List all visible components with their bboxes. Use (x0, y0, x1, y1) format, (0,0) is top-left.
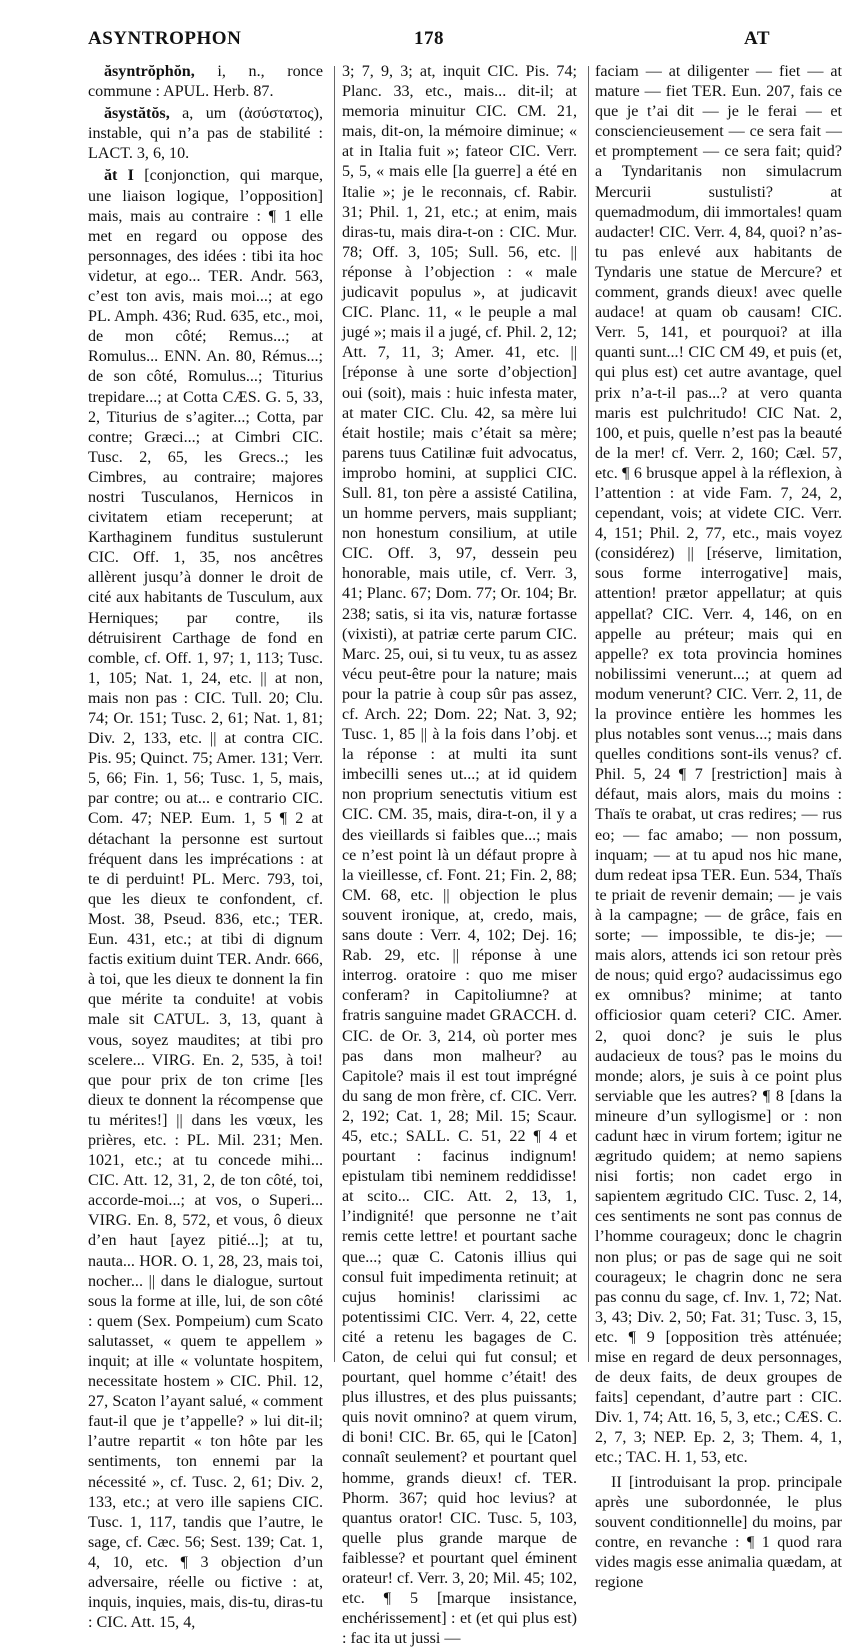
column-1 (88, 62, 324, 1632)
text-columns (88, 62, 842, 1648)
entry-text: a, um (ἀσύστατος), instable, qui n’a pas de stabilité : LACT. 3, 6, 10. (88, 105, 323, 163)
header-left-guideword: ASYNTROPHON (88, 28, 242, 49)
entry-at (88, 166, 323, 1633)
headword: ăsyntrŏphŏn, (104, 63, 195, 80)
headword: ăt I (104, 167, 134, 185)
page-number: 178 (414, 28, 444, 49)
running-header (88, 28, 770, 54)
entry-continuation: faciam — at diligenter — fiet — at mature — fiet TER. Eun. 207, fais ce que je t’ai dit — je le ferai — et consciencieusement — ce sera fait — et promptement — ce sera fait; quid? a Tyndaritanis non simulacrum Mercurii sustulisti? at quemadmodum, dii immortales! quam audacter! CIC. Verr. 4, 84, quoi? n’as-tu pas enlevé aux habitants de Tyndaris une statue de Mercure? et comment, grands dieux! avec quelle audace! at quam ob causam! CIC. Verr. 5, 141, et pourquoi? at illa quanti sunt...! CIC CM 49, et puis (et, qui plus est) cet autre avantage, quel prix n’a-t-il pas...? at vero quanta maris est pulchritudo! CIC Nat. 2, 100, et puis, quelle n’est pas la beauté de la mer! cf. Verr. 2, 160; Cæl. 57, etc. ¶ 6 brusque appel à la réflexion, à l’attention : at vide Fam. 7, 24, 2, cependant, vois; at videte CIC. Verr. 4, 151; Phil. 2, 77, etc., mais voyez (considérez) || [réserve, limitation, sous forme interrogative] mais, attention! prætor appellatur; at quis appellat? CIC. Verr. 4, 146, on en appelle au préteur; mais qui en appelle? ex tota provincia homines nobilissimi venerunt...; at quem ad modum venerunt? CIC. Verr. 2, 11, de la province entière les hommes les plus notables sont venus...; mais dans quelles conditions sont-ils venus? cf. Phil. 5, 24 ¶ 7 [restriction] mais à défaut, mais alors, mais du moins : Thaïs te orabat, ut cras redires; — rus eo; — fac amabo; — non possum, inquam; — at tu apud nos hic mane, dum redeat ipsa TER. Eun. 534, Thaïs te priait de revenir demain; — je vais à la campagne; — de grâce, fais en sorte; — impossible, te dis-je; — mais alors, attends ici son retour près de nous; quid ergo? audacissimus ego ex omnibus? minime; at tanto officiosior quam ceteri? CIC. Amer. 2, quoi donc? je suis le plus audacieux de tous? pas le moins du monde; alors, je suis à ce point plus serviable que les autres? ¶ 8 [dans la mineure d’un syllogisme] or : non cadunt hæc in virum fortem; igitur ne ægritudo quidem; at nemo sapiens nisi fortis; non cadet ergo in sapientem ægritudo CIC. Tusc. 2, 14, ces sentiments ne sont pas connus de l’homme courageux; donc le chagrin non plus; or pas de sage qui ne soit courageux; le chagrin donc ne sera pas connu du sage, cf. Inv. 1, 72; Nat. 3, 43; Div. 2, 50; Fat. 31; Tusc. 3, 15, etc. ¶ 9 [opposition très atténuée; mise en regard de deux personnages, de deux faits, de deux groupes de faits] cependant, d’autre part : CIC. Div. 1, 74; Att. 16, 5, 3, etc.; CÆS. C. 2, 7, 3; NEP. Ep. 2, 3; Them. 4, 1, etc.; TAC. H. 1, 53, etc. (595, 63, 842, 1467)
column-3 (595, 62, 842, 1592)
entry-asystatos (88, 104, 323, 164)
entry-continuation: 3; 7, 9, 3; at, inquit CIC. Pis. 74; Planc. 33, etc., mais... dit-il; at memoria minuitur CIC. CM. 21, mais, dit-on, la mémoire diminue; « at in Italia fuit »; fateor CIC. Verr. 5, 5, « mais elle [la guerre] a été en Italie »; je le reconnais, cf. Rabir. 31; Phil. 1, 21, etc.; at enim, mais diras-tu, mais dira-t-on : CIC. Mur. 78; Off. 3, 105; Sull. 56, etc. || réponse à l’objection : « male judicavit populus », at judicavit CIC. Planc. 11, « le peuple a mal jugé »; mais il a jugé, cf. Phil. 2, 12; Att. 7, 11, 3; Amer. 41, etc. || [réponse à une sorte d’objection] oui (soit), mais : huic infesta mater, at mater CIC. Clu. 42, sa mère lui était hostile; mais c’était sa mère; parens tuus Catilinæ fuit advocatus, improbo homini, at supplici CIC. Sull. 81, ton père a assisté Catilina, un homme pervers, mais suppliant; non honestum consilium, at utile CIC. Off. 3, 97, dessein peu honorable, mais utile, cf. Verr. 3, 41; Planc. 67; Dom. 77; Or. 104; Br. 238; satis, si ita vis, naturæ fortasse (vixisti), at patriæ certe parum CIC. Marc. 25, oui, si tu veux, tu as assez vécu peut-être pour la nature; mais pour la patrie à coup sûr pas assez, cf. Arch. 22; Dom. 22; Nat. 3, 92; Tusc. 1, 85 || à la fois dans l’obj. et la réponse : at multi ita sunt imbecilli senes ut...; at id quidem non proprium senectutis vitium est CIC. CM. 35, mais, dira-t-on, il y a des vieillards si faibles que...; mais ce n’est point là un défaut propre à la vieillesse, cf. Font. 21; Fin. 2, 88; CM. 68, etc. || objection le plus souvent ironique, at, credo, mais, sans doute : Verr. 4, 102; Dej. 16; Rab. 29, etc. || réponse à une interrog. oratoire : quo me miser conferam? in Capitoliumne? at fratris sanguine madet GRACCH. d. CIC. de Or. 3, 214, où porter mes pas dans mon malheur? au Capitole? mais il est tout imprégné du sang de mon frère, cf. CIC. Verr. 2, 192; Cat. 1, 28; Mil. 15; Scaur. 45, etc.; SALL. C. 51, 22 ¶ 4 et pourtant : facinus indignum! epistulam tibi neminem reddidisse! at scito... CIC. Att. 2, 13, 1, l’indignité! que personne ne t’ait remis cette lettre! et pourtant sache que...; quæ C. Catonis illius qui consul fuit impedimenta retinuit; at cujus hominis! clarissimi ac potentissimi CIC. Verr. 4, 22, cette cité a retenu les bagages de C. Caton, de celui qui fut consul; et pourtant, quel homme c’était! des plus illustres, et des plus puissants; quis novit omnino? at quem virum, di boni! CIC. Br. 65, qui le [Caton] connaît seulement? et pourtant quel homme, grands dieux! cf. TER. Phorm. 367; quid hoc levius? at quantus orator! CIC. Tusc. 5, 103, quelle plus grande marque de faiblesse? et pourtant quel éminent orateur! cf. Verr. 3, 20; Mil. 45; 102, etc. ¶ 5 [marque insistance, enchérissement] : et (et qui plus est) : fac ita ut jussi — (342, 63, 577, 1648)
entry-sense-II: II [introduisant la prop. principale après une subordonnée, le plus souvent conditionnelle] du moins, par contre, en revanche : ¶ 1 quod rara vides magis esse animalia quædam, at regione (595, 1473, 842, 1592)
entry-text: [conjonction, qui marque, une liaison logique, l’opposition] mais, mais au contraire : ¶ 1 elle met en regard ou oppose des personnages, des idées : tibi ita hoc videtur, at ego... TER. Andr. 563, c’est ton avis, mais moi...; at ego PL. Amph. 436; Rud. 635, etc., moi, de mon côté; Remus...; at Romulus... ENN. An. 80, Rémus...; de son côté, Romulus...; Titurius trepidare...; at Cotta CÆS. G. 5, 33, 2, Titurius de s’agiter...; Cotta, par contre; Græci...; at Cimbri CIC. Tusc. 2, 65, les Grecs..; les Cimbres, au contraire; majores nostri Tusculanos, Hernicos in civitatem etiam receperunt; at Karthaginem funditus sustulerunt CIC. Off. 1, 35, nos ancêtres allèrent jusqu’à donner le droit de cité aux habitants de Tusculum, aux Herniques; par contre, ils détruisirent Carthage de fond en comble, cf. Off. 1, 97; 1, 113; Tusc. 1, 105; Nat. 1, 24, etc. || at non, mais non pas : CIC. Tull. 20; Clu. 74; Or. 151; Tusc. 2, 61; Nat. 1, 81; Div. 2, 133, etc. || at contra CIC. Pis. 95; Quinct. 75; Amer. 131; Verr. 5, 66; Fin. 1, 56; Tusc. 1, 5, mais, par contre; ou at... e contrario CIC. Com. 47; NEP. Eum. 1, 5 ¶ 2 at détachant la personne est surtout fréquent dans les imprécations : at te di perduint! PL. Merc. 793, toi, que les dieux te confondent, cf. Most. 38, Pseud. 836, etc.; TER. Eun. 431, etc.; at tibi di dignum factis exitium duint TER. Andr. 666, à toi, que les dieux te donnent la fin que mérite ta conduite! at vobis male sit CATUL. 3, 13, quant à vous, soyez maudites; at tibi pro scelere... VIRG. En. 2, 535, à toi! que pour prix de ton crime [les dieux te donnent la récompense que tu mérites!] || dans les vœux, les prières, etc. : PL. Mil. 231; Men. 1021, etc.; at tu concede mihi... CIC. Att. 12, 31, 2, de ton côté, toi, accorde-moi...; at vos, o Superi... VIRG. En. 8, 572, et vous, ô dieux d’en haut [ayez pitié...]; at tu, nauta... HOR. O. 1, 28, 23, mais toi, nocher... || dans le dialogue, surtout sous la forme at ille, lui, de son côté : quem (Sex. Pompeium) cum Scato salutasset, « quem te appellem » inquit; at ille « voluntate hospitem, necessitate hostem » CIC. Phil. 12, 27, Scaton l’ayant salué, « comment faut-il que je t’appelle? » lui dit-il; l’autre repartit « ton hôte par les sentiments, ton ennemi par la nécessité », cf. Tusc. 2, 61; Div. 2, 133, etc.; at vero ille sapiens CIC. Tusc. 1, 117, tandis que l’autre, le sage, cf. Cæc. 56; Sest. 139; Cat. 1, 4, 10, etc. ¶ 3 objection d’un adversaire, réelle ou fictive : at, inquis, inquies, mais, dis-tu, diras-tu : CIC. Att. 15, 4, (88, 167, 323, 1632)
headword: ăsystătŏs, (104, 105, 170, 123)
header-right-guideword: AT (744, 28, 770, 49)
entry-text: i, n., ronce commune : APUL. Herb. 87. (88, 63, 324, 101)
entry-asyntrophon (88, 62, 323, 102)
column-2 (342, 62, 577, 1648)
